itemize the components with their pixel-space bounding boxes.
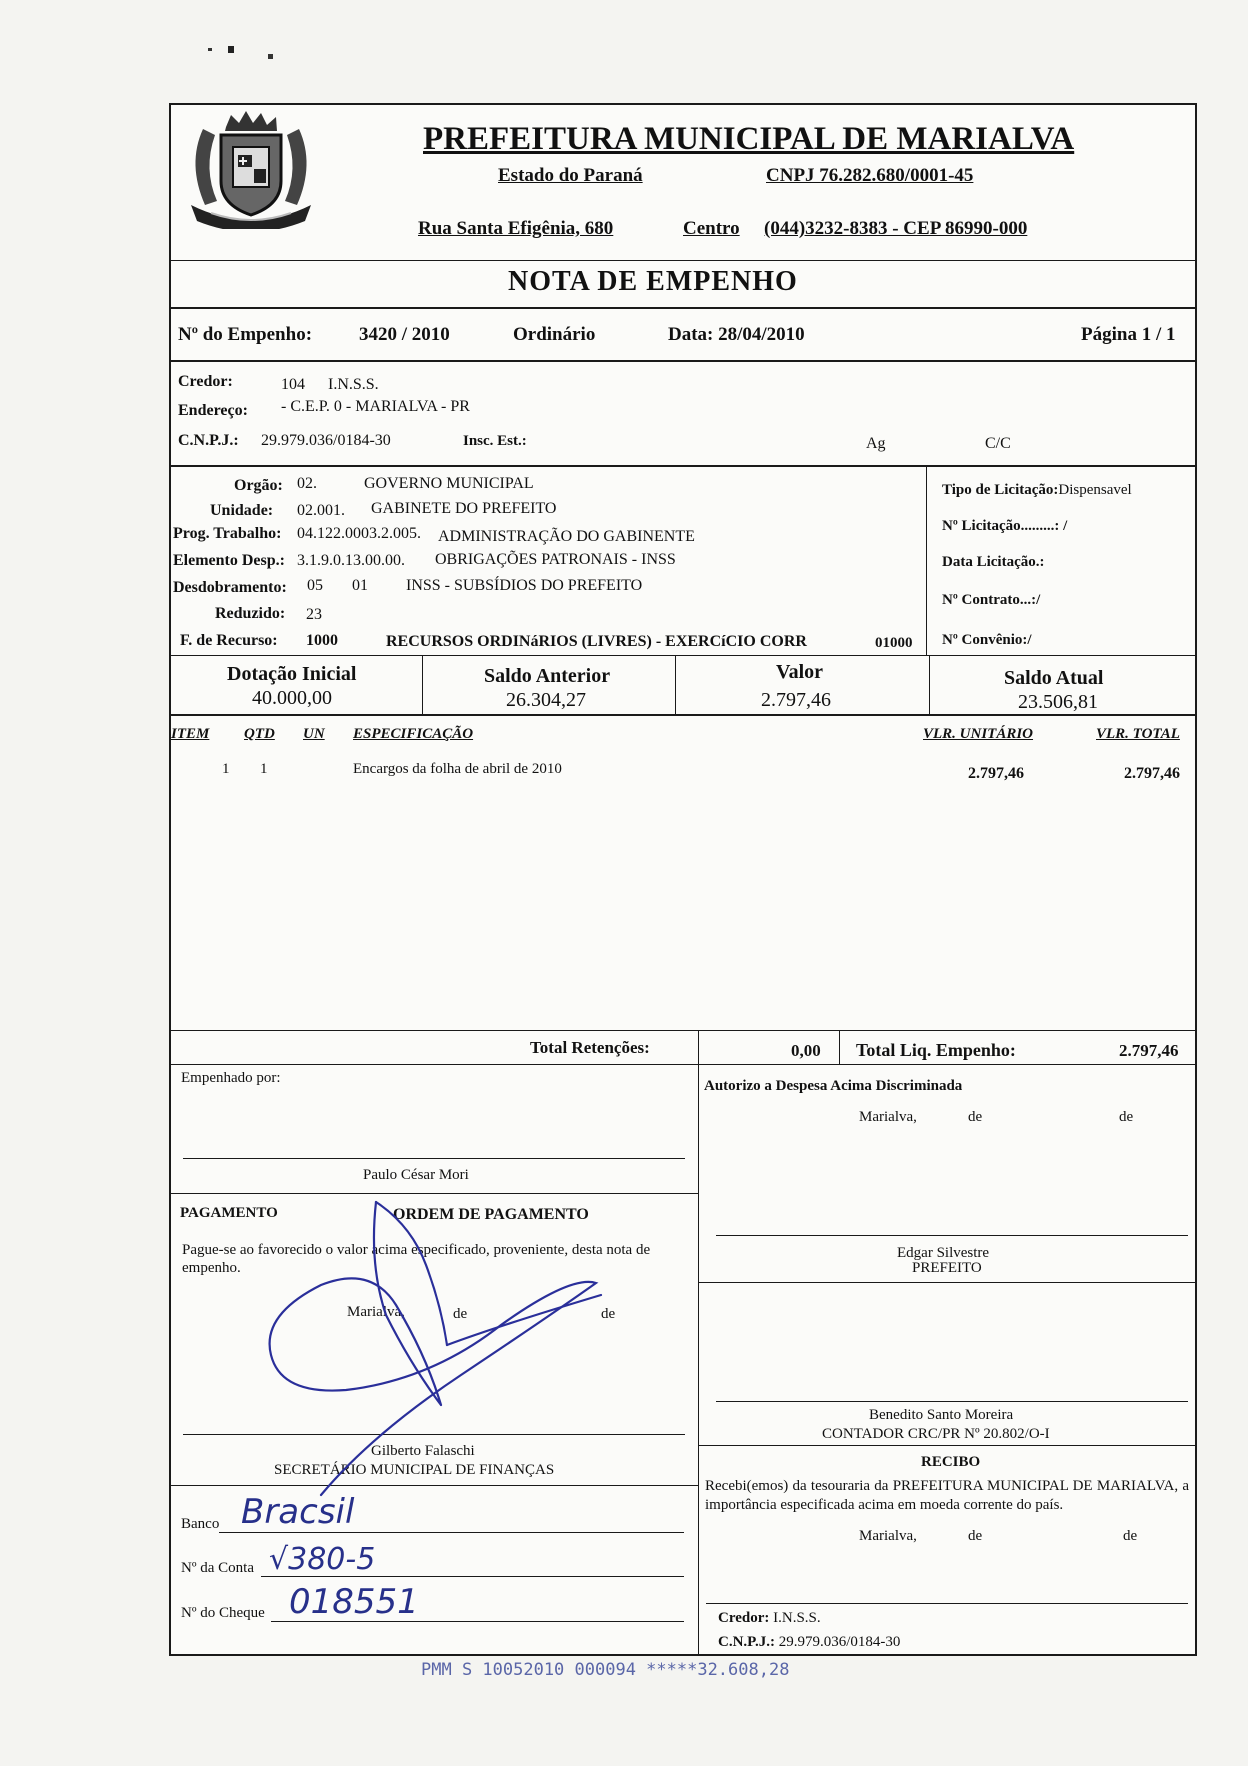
prefeito-title: PREFEITO — [912, 1260, 982, 1276]
empenho-type: Ordinário — [513, 324, 596, 345]
insc-est-label: Insc. Est.: — [463, 433, 527, 449]
ordem-de-1: de — [453, 1306, 468, 1322]
conta-label: Nº da Conta — [181, 1560, 254, 1576]
cnpj-label: C.N.P.J.: — [178, 432, 239, 449]
tipo-licitacao: Tipo de Licitação:Dispensavel — [942, 482, 1132, 498]
empenhado-por-label: Empenhado por: — [181, 1070, 281, 1086]
desdobramento-code1: 05 — [307, 577, 323, 594]
row-vlr-unitario: 2.797,46 — [968, 765, 1024, 782]
street-address: Rua Santa Efigênia, 680 — [418, 218, 614, 239]
elemento-name: OBRIGAÇÕES PATRONAIS - INSS — [435, 551, 676, 568]
empenhado-por-name: Paulo César Mori — [363, 1167, 469, 1183]
dotacao-label: Dotação Inicial — [227, 663, 357, 685]
scan-speck — [228, 46, 234, 53]
numero-convenio: Nº Convênio:/ — [942, 632, 1032, 648]
credor-name: I.N.S.S. — [328, 376, 379, 393]
empenho-label: Nº do Empenho: — [178, 324, 313, 345]
fonte-code: 1000 — [306, 632, 338, 649]
fonte-label: F. de Recurso: — [180, 632, 278, 649]
row-especificacao: Encargos da folha de abril de 2010 — [353, 761, 562, 777]
col-vlr-unitario: VLR. UNITÁRIO — [923, 726, 1034, 742]
col-un: UN — [303, 726, 325, 742]
col-vlr-total: VLR. TOTAL — [1096, 726, 1180, 742]
col-qtd: QTD — [244, 726, 275, 742]
total-retencoes-label: Total Retenções: — [530, 1038, 650, 1057]
pague-se-text: Pague-se ao favorecido o valor acima especificado, proveniente, desta nota de empenho. — [182, 1242, 651, 1276]
prog-label: Prog. Trabalho: — [173, 525, 282, 542]
empenho-number: 3420 / 2010 — [359, 324, 450, 345]
contador-title: CONTADOR CRC/PR Nº 20.802/O-I — [822, 1426, 1050, 1442]
reduzido-value: 23 — [306, 606, 322, 623]
cc-label: C/C — [985, 435, 1011, 452]
processing-stamp: PMM S 10052010 000094 *****32.608,28 — [421, 1660, 790, 1680]
signature-scribble — [171, 105, 1199, 1658]
scan-speck — [208, 48, 212, 51]
fonte-name: RECURSOS ORDINáRIOS (LIVRES) - EXERCíCIO CORR — [386, 633, 807, 650]
phone-cep: (044)3232-8383 - CEP 86990-000 — [764, 218, 1028, 239]
credor-code: 104 — [281, 376, 305, 393]
reduzido-label: Reduzido: — [215, 605, 286, 622]
desdobramento-code2: 01 — [352, 577, 368, 594]
district: Centro — [683, 218, 740, 239]
desdobramento-name: INSS - SUBSÍDIOS DO PREFEITO — [406, 577, 643, 594]
data-licitacao: Data Licitação.: — [942, 554, 1045, 570]
unidade-name: GABINETE DO PREFEITO — [371, 500, 557, 517]
orgao-name: GOVERNO MUNICIPAL — [364, 475, 534, 492]
saldo-anterior-value: 26.304,27 — [506, 689, 586, 711]
total-retencoes-value: 0,00 — [791, 1041, 821, 1060]
total-liquido-label: Total Liq. Empenho: — [856, 1040, 1016, 1060]
recibo-de-2: de — [1123, 1528, 1138, 1544]
recibo-title: RECIBO — [921, 1454, 981, 1470]
recibo-city: Marialva, — [859, 1528, 917, 1544]
empenho-date: Data: 28/04/2010 — [668, 324, 805, 345]
cheque-handwritten: 018551 — [289, 1582, 419, 1622]
saldo-atual-value: 23.506,81 — [1018, 691, 1098, 713]
prog-code: 04.122.0003.2.005. — [297, 525, 421, 542]
row-item: 1 — [222, 761, 230, 777]
row-qtd: 1 — [260, 761, 268, 777]
recibo-credor: Credor: I.N.S.S. — [718, 1610, 821, 1626]
valor-value: 2.797,46 — [761, 689, 831, 711]
document-title: NOTA DE EMPENHO — [508, 266, 798, 297]
col-especificacao: ESPECIFICAÇÃO — [353, 726, 474, 742]
numero-contrato: Nº Contrato...:/ — [942, 592, 1041, 608]
orgao-code: 02. — [297, 475, 317, 492]
recibo-text: Recebi(emos) da tesouraria da PREFEITURA MUNICIPAL DE MARIALVA, a importância especificada acima em moeda corrente do país. — [705, 1478, 1189, 1513]
endereco-value: - C.E.P. 0 - MARIALVA - PR — [281, 398, 470, 415]
nota-de-empenho-sheet — [169, 103, 1197, 1656]
row-vlr-total: 2.797,46 — [1124, 765, 1180, 782]
contador-name: Benedito Santo Moreira — [869, 1407, 1014, 1423]
autorizo-de-2: de — [1119, 1109, 1134, 1125]
autorizo-de-1: de — [968, 1109, 983, 1125]
fonte-extra-code: 01000 — [875, 635, 913, 651]
pagamento-label: PAGAMENTO — [180, 1205, 278, 1221]
banco-label: Banco — [181, 1516, 220, 1532]
cnpj-value: 29.979.036/0184-30 — [261, 432, 391, 449]
prefeito-name: Edgar Silvestre — [897, 1245, 990, 1261]
total-liquido-value: 2.797,46 — [1119, 1041, 1179, 1060]
ordem-city: Marialva, — [347, 1304, 405, 1320]
valor-label: Valor — [776, 661, 824, 683]
cheque-label: Nº do Cheque — [181, 1605, 265, 1621]
banco-handwritten: Bracsil — [241, 1492, 355, 1532]
endereco-label: Endereço: — [178, 402, 248, 419]
cnpj-header: CNPJ 76.282.680/0001-45 — [766, 165, 974, 186]
col-item: ITEM — [171, 726, 210, 742]
orgao-label: Orgão: — [234, 477, 283, 494]
elemento-label: Elemento Desp.: — [173, 552, 285, 569]
autorizo-label: Autorizo a Despesa Acima Discriminada — [704, 1078, 963, 1094]
prog-name: ADMINISTRAÇÃO DO GABINENTE — [438, 528, 695, 545]
unidade-code: 02.001. — [297, 502, 345, 519]
saldo-atual-label: Saldo Atual — [1004, 667, 1104, 689]
ag-label: Ag — [866, 435, 886, 452]
conta-handwritten: √380-5 — [269, 1542, 376, 1577]
desdobramento-label: Desdobramento: — [173, 579, 287, 596]
ordem-pagamento-label: ORDEM DE PAGAMENTO — [393, 1206, 589, 1223]
page-number: Página 1 / 1 — [1081, 324, 1176, 345]
scan-speck — [268, 54, 273, 59]
state-name: Estado do Paraná — [498, 165, 643, 186]
dotacao-value: 40.000,00 — [252, 687, 332, 709]
recibo-de-1: de — [968, 1528, 983, 1544]
municipality-title: PREFEITURA MUNICIPAL DE MARIALVA — [423, 121, 1075, 157]
unidade-label: Unidade: — [210, 502, 274, 519]
saldo-anterior-label: Saldo Anterior — [484, 665, 611, 687]
ordem-de-2: de — [601, 1306, 616, 1322]
autorizo-city: Marialva, — [859, 1109, 917, 1125]
recibo-cnpj: C.N.P.J.: 29.979.036/0184-30 — [718, 1634, 901, 1650]
secretario-name: Gilberto Falaschi — [371, 1443, 475, 1459]
elemento-code: 3.1.9.0.13.00.00. — [297, 552, 405, 569]
credor-label: Credor: — [178, 373, 233, 390]
secretario-title: SECRETÁRIO MUNICIPAL DE FINANÇAS — [274, 1462, 555, 1478]
numero-licitacao: Nº Licitação.........: / — [942, 518, 1068, 534]
